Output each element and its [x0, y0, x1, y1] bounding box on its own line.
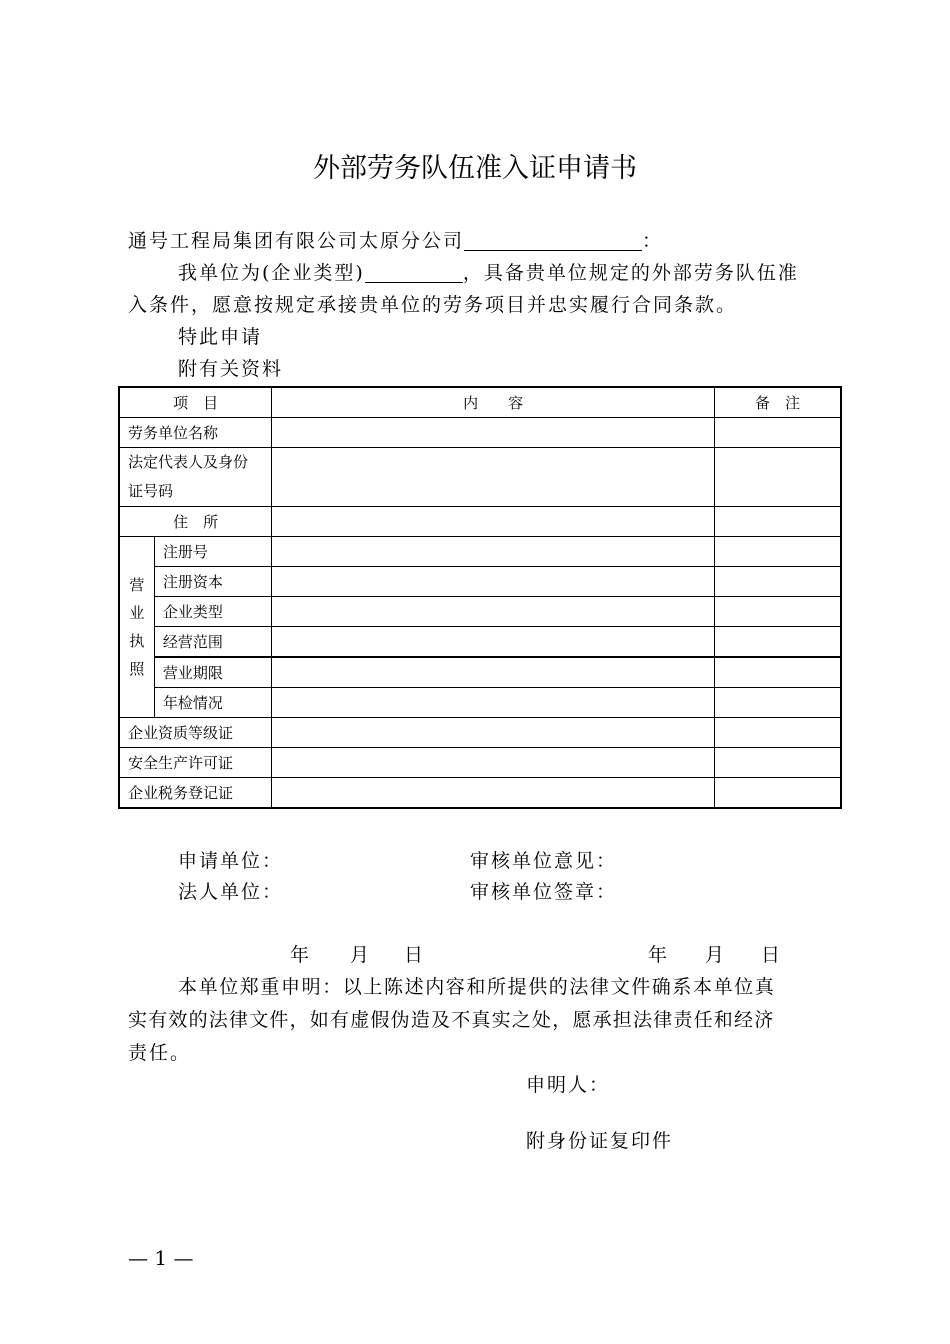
row-label: 年检情况: [154, 688, 271, 718]
content-cell[interactable]: [272, 537, 715, 567]
license-char: 执: [129, 632, 145, 650]
row-label-line: 证号码: [128, 482, 174, 500]
header-item: 项 目: [119, 387, 272, 418]
row-label: 安全生产许可证: [119, 748, 272, 778]
para1-part-a: 我单位为(企业类型): [178, 262, 365, 284]
row-label: 劳务单位名称: [119, 418, 272, 448]
content-cell[interactable]: [272, 627, 715, 658]
table-row: [119, 597, 841, 627]
addressee-blank[interactable]: [464, 230, 642, 251]
content-cell[interactable]: [272, 567, 715, 597]
content-cell[interactable]: [272, 448, 715, 507]
content-cell[interactable]: [272, 507, 715, 537]
table-row: [119, 657, 841, 688]
table-row: [119, 688, 841, 718]
table-row: [119, 507, 841, 537]
id-copy-note: 附身份证复印件: [526, 1130, 674, 1152]
license-char: 业: [129, 604, 145, 622]
row-label: 注册号: [154, 537, 271, 567]
declarant-label: 申明人：: [526, 1074, 611, 1096]
remark-cell[interactable]: [715, 748, 841, 778]
declaration-line-2: 实有效的法律文件，如有虚假伪造及不真实之处，愿承担法律责任和经济: [128, 1009, 775, 1031]
remark-cell[interactable]: [715, 688, 841, 718]
addressee-colon: ：: [642, 230, 664, 252]
date-left-year: 年: [290, 944, 312, 966]
header-remark: 备 注: [715, 387, 841, 418]
company-type-blank[interactable]: [365, 262, 463, 283]
paragraph-line-2: 入条件，愿意按规定承接贵单位的劳务项目并忠实履行合同条款。: [128, 294, 738, 316]
row-label: 营业期限: [154, 657, 271, 688]
remark-cell[interactable]: [715, 597, 841, 627]
remark-cell[interactable]: [715, 448, 841, 507]
header-content: 内 容: [272, 387, 715, 418]
row-label: 注册资本: [154, 567, 271, 597]
legal-unit-label: 法人单位：: [178, 881, 284, 903]
row-label-line: 法定代表人及身份: [128, 453, 249, 471]
content-cell[interactable]: [272, 688, 715, 718]
declaration-line-1: 本单位郑重申明：以上陈述内容和所提供的法律文件确系本单位真: [178, 976, 776, 998]
content-cell[interactable]: [272, 778, 715, 809]
row-label: [119, 448, 272, 507]
application-table: [118, 386, 842, 809]
review-opinion-label: 审核单位意见：: [470, 850, 618, 872]
license-char: 照: [129, 660, 145, 678]
content-cell[interactable]: [272, 748, 715, 778]
remark-cell[interactable]: [715, 418, 841, 448]
remark-cell[interactable]: [715, 627, 841, 658]
attached-materials: 附有关资料: [178, 358, 284, 380]
table-row: [119, 627, 841, 658]
license-group-label: [119, 537, 154, 718]
table-row: [119, 567, 841, 597]
date-right-month: 月: [705, 944, 727, 966]
document-title: 外部劳务队伍准入证申请书: [313, 153, 637, 184]
row-label: 企业税务登记证: [119, 778, 272, 809]
date-right-year: 年: [648, 944, 670, 966]
table-row: [119, 778, 841, 809]
table-row: [119, 418, 841, 448]
page-number: — 1 —: [128, 1246, 194, 1270]
table-row: [119, 537, 841, 567]
content-cell[interactable]: [272, 418, 715, 448]
row-label: 企业资质等级证: [119, 718, 272, 748]
remark-cell[interactable]: [715, 567, 841, 597]
content-cell[interactable]: [272, 597, 715, 627]
license-char: 营: [129, 576, 145, 594]
remark-cell[interactable]: [715, 537, 841, 567]
review-seal-label: 审核单位签章：: [470, 881, 618, 903]
remark-cell[interactable]: [715, 657, 841, 688]
row-label: 经营范围: [154, 627, 271, 658]
content-cell[interactable]: [272, 657, 715, 688]
row-label: 企业类型: [154, 597, 271, 627]
table-header-row: [119, 387, 841, 418]
table-row: [119, 448, 841, 507]
remark-cell[interactable]: [715, 718, 841, 748]
para1-part-b: ，具备贵单位规定的外部劳务队伍准: [462, 262, 799, 284]
remark-cell[interactable]: [715, 507, 841, 537]
declaration-line-3: 责任。: [128, 1042, 192, 1064]
date-left-month: 月: [350, 944, 372, 966]
date-left-day: 日: [404, 944, 426, 966]
row-label: 住 所: [119, 507, 272, 537]
applicant-unit-label: 申请单位：: [178, 850, 284, 872]
table-row: [119, 718, 841, 748]
date-right-day: 日: [761, 944, 783, 966]
remark-cell[interactable]: [715, 778, 841, 809]
addressee-line: [128, 226, 663, 253]
special-request: 特此申请: [178, 326, 263, 348]
content-cell[interactable]: [272, 718, 715, 748]
table-row: [119, 748, 841, 778]
addressee: 通号工程局集团有限公司太原分公司: [128, 230, 465, 252]
paragraph-line-1: [178, 258, 799, 285]
